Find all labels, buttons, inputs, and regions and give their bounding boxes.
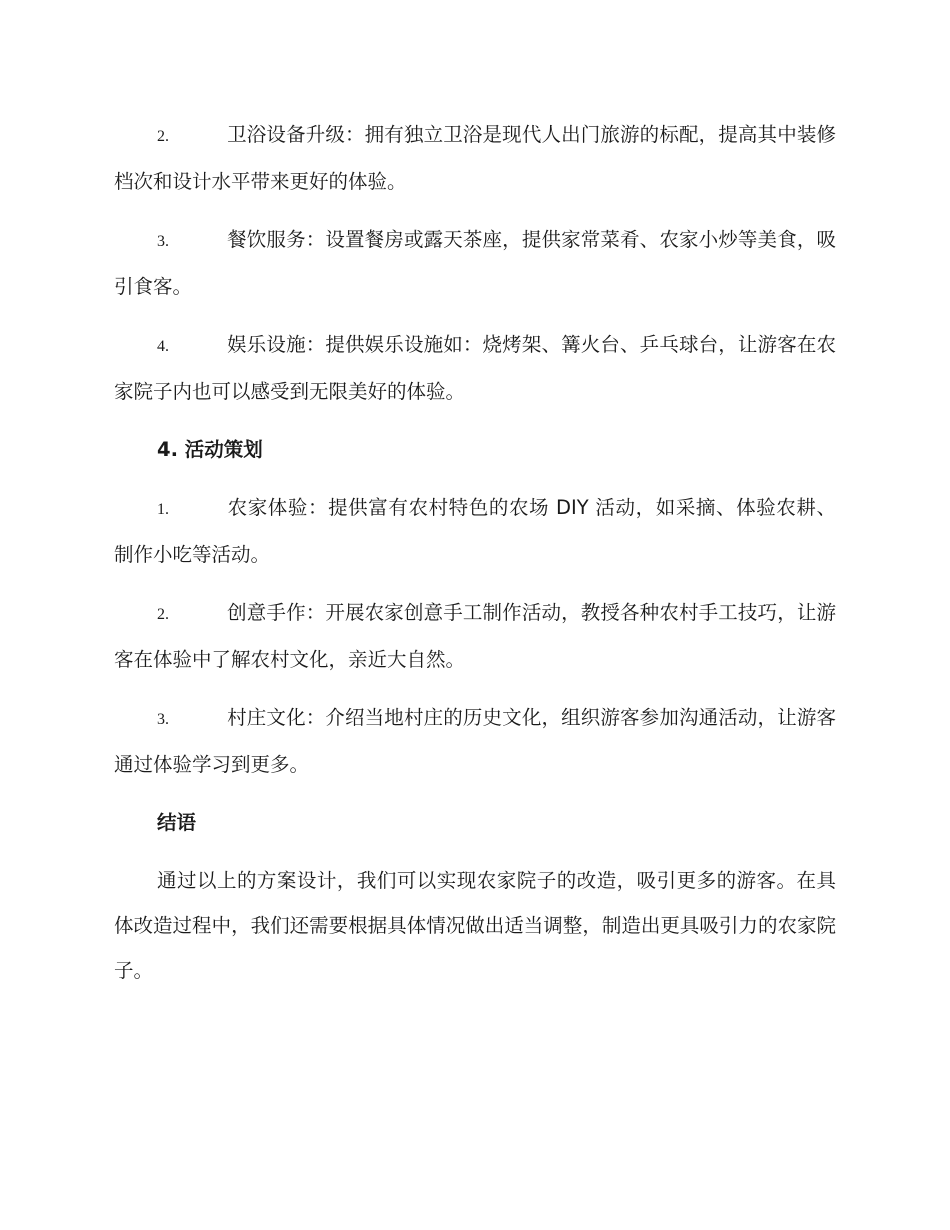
list-item-bathroom — [114, 112, 836, 204]
list-item-village-culture — [114, 695, 836, 787]
list-number: 2. — [157, 606, 169, 623]
document-page — [114, 112, 836, 1006]
list-number: 4. — [157, 338, 169, 355]
list-number: 3. — [157, 711, 169, 728]
list-item-farm-experience — [114, 485, 836, 577]
list-item-dining — [114, 217, 836, 309]
conclusion-paragraph: 通过以上的方案设计，我们可以实现农家院子的改造，吸引更多的游客。在具体改造过程中，我们还需要根据具体情况做出适当调整，制造出更具吸引力的农家院子。 — [114, 869, 836, 982]
list-text: 农家体验：提供富有农村特色的农场 DIY 活动，如采摘、体验农耕、制作小吃等活动。 — [114, 496, 836, 566]
list-text: 餐饮服务：设置餐房或露天茶座，提供家常菜肴、农家小炒等美食，吸引食客。 — [114, 228, 836, 298]
list-number: 3. — [157, 233, 169, 250]
list-text: 创意手作：开展农家创意手工制作活动，教授各种农村手工技巧，让游客在体验中了解农村文化，亲近大自然。 — [114, 601, 836, 671]
list-item-entertainment — [114, 322, 836, 414]
list-text: 村庄文化：介绍当地村庄的历史文化，组织游客参加沟通活动，让游客通过体验学习到更多。 — [114, 706, 836, 776]
list-item-handcraft — [114, 590, 836, 682]
list-text: 娱乐设施：提供娱乐设施如：烧烤架、篝火台、乒乓球台，让游客在农家院子内也可以感受到无限美好的体验。 — [114, 333, 836, 403]
list-number: 1. — [157, 501, 169, 518]
section-heading-activities: 4. 活动策划 — [157, 438, 263, 461]
list-text: 卫浴设备升级：拥有独立卫浴是现代人出门旅游的标配，提高其中装修档次和设计水平带来更好的体验。 — [114, 123, 836, 193]
list-number: 2. — [157, 128, 169, 145]
section-heading-conclusion: 结语 — [157, 811, 197, 834]
